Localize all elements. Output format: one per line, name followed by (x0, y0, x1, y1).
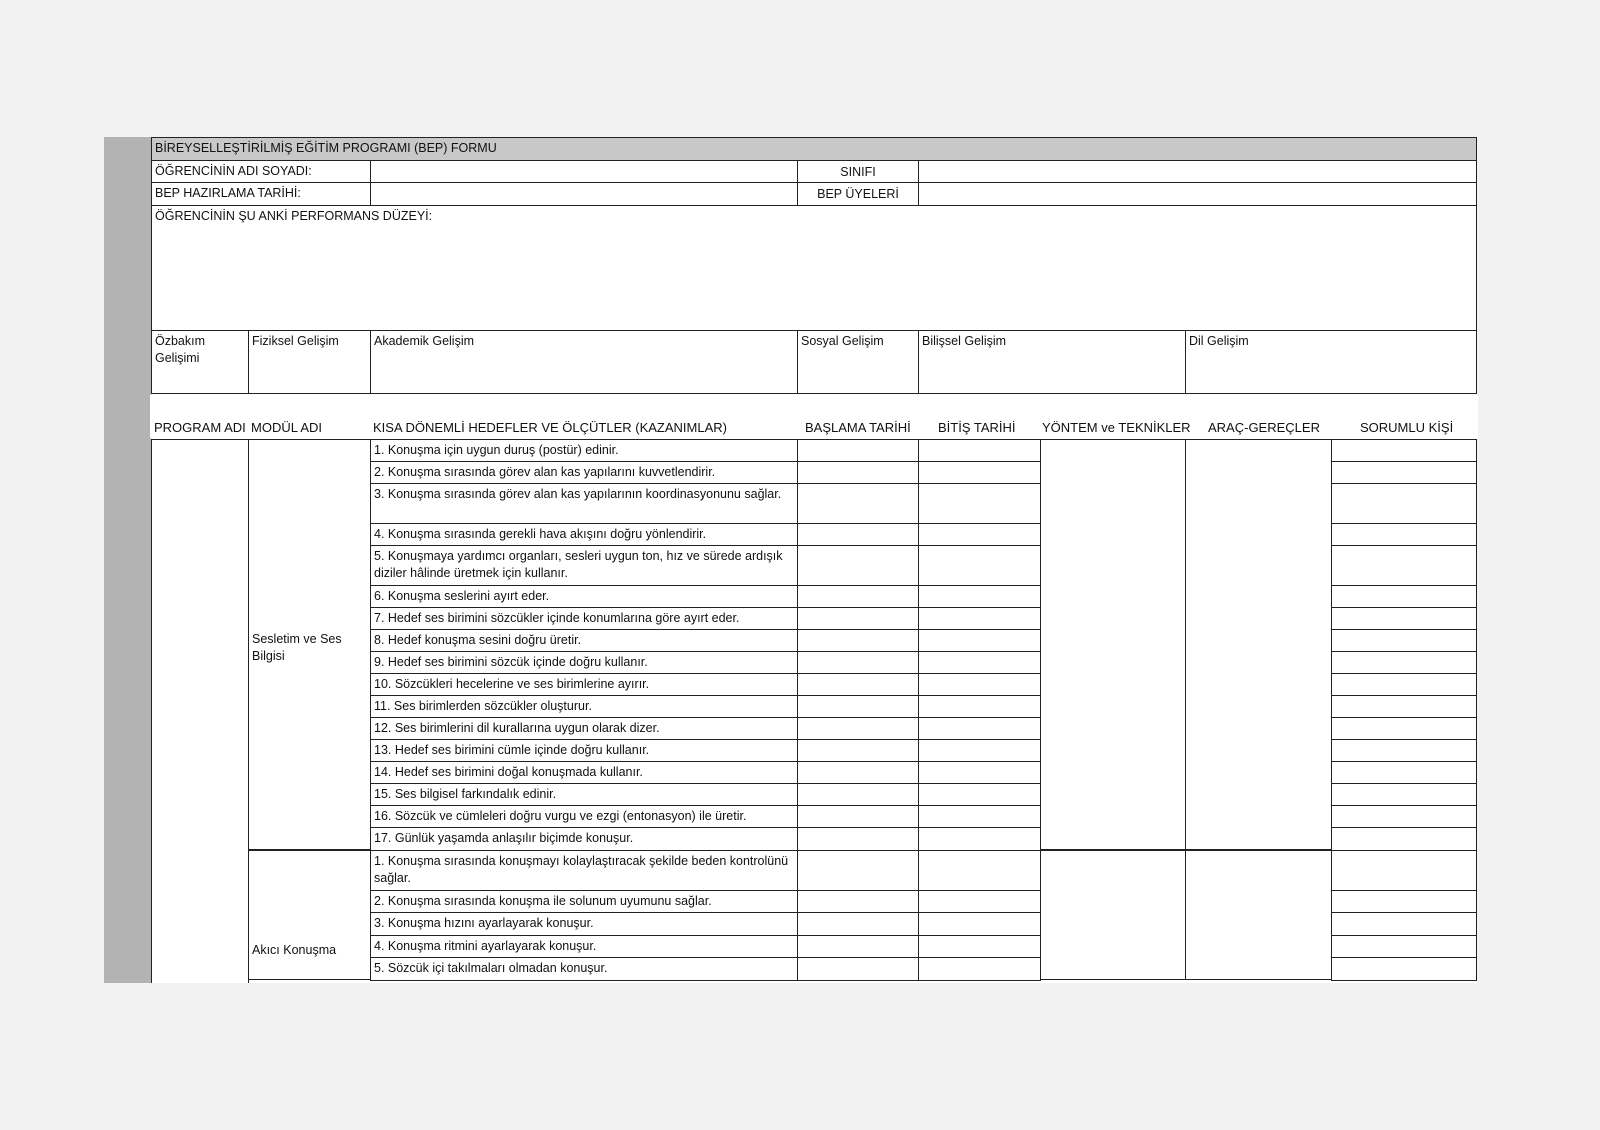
performance-level-label: ÖĞRENCİNİN ŞU ANKİ PERFORMANS DÜZEYİ: (155, 209, 433, 223)
objective-cell: 16. Sözcük ve cümleleri doğru vurgu ve ezgi (entonasyon) ile üretir. (370, 805, 798, 828)
objective-cell: 12. Ses birimlerini dil kurallarına uygun olarak dizer. (370, 717, 798, 740)
objective-cell: 1. Konuşma sırasında konuşmayı kolaylaştıracak şekilde beden kontrolünü sağlar. (370, 850, 798, 891)
responsible-cell[interactable] (1331, 783, 1477, 806)
objective-cell: 17. Günlük yaşamda anlaşılır biçimde konuşur. (370, 827, 798, 851)
end-date-cell[interactable] (918, 439, 1041, 462)
dev-self-care[interactable]: Özbakım Gelişimi (151, 330, 249, 394)
start-date-cell[interactable] (797, 673, 919, 696)
col-header-end-date: BİTİŞ TARİHİ (938, 420, 1016, 435)
class-label: SINIFI (797, 160, 919, 183)
responsible-cell[interactable] (1331, 439, 1477, 462)
objective-cell: 15. Ses bilgisel farkındalık edinir. (370, 783, 798, 806)
responsible-cell[interactable] (1331, 805, 1477, 828)
start-date-cell[interactable] (797, 827, 919, 851)
performance-level-field[interactable] (151, 205, 1477, 331)
bep-members-field[interactable] (918, 182, 1477, 206)
start-date-cell[interactable] (797, 957, 919, 981)
objective-cell: 10. Sözcükleri hecelerine ve ses birimlerine ayırır. (370, 673, 798, 696)
end-date-cell[interactable] (918, 523, 1041, 546)
start-date-cell[interactable] (797, 607, 919, 630)
responsible-cell[interactable] (1331, 483, 1477, 524)
module-name: Akıcı Konuşma (252, 943, 337, 957)
start-date-cell[interactable] (797, 761, 919, 784)
col-header-tools: ARAÇ-GEREÇLER (1208, 420, 1320, 435)
program-column-top-border (151, 439, 248, 440)
objective-cell: 4. Konuşma ritmini ayarlayarak konuşur. (370, 935, 798, 958)
program-column-left-border (151, 439, 152, 983)
responsible-cell[interactable] (1331, 607, 1477, 630)
responsible-cell[interactable] (1331, 890, 1477, 913)
col-header-module: MODÜL ADI (251, 420, 323, 435)
objective-cell: 5. Sözcük içi takılmaları olmadan konuşur. (370, 957, 798, 981)
objective-cell: 3. Konuşma sırasında görev alan kas yapılarının koordinasyonunu sağlar. (370, 483, 798, 524)
responsible-cell[interactable] (1331, 761, 1477, 784)
end-date-cell[interactable] (918, 483, 1041, 524)
methods-cell[interactable] (1040, 850, 1185, 980)
tools-cell[interactable] (1185, 439, 1331, 850)
sheet-margin-band (104, 137, 152, 983)
responsible-cell[interactable] (1331, 461, 1477, 484)
bep-date-field[interactable] (370, 182, 798, 206)
responsible-cell[interactable] (1331, 912, 1477, 936)
responsible-cell[interactable] (1331, 545, 1477, 586)
col-header-start-date: BAŞLAMA TARİHİ (805, 420, 911, 435)
tools-cell[interactable] (1185, 850, 1331, 980)
start-date-cell[interactable] (797, 890, 919, 913)
objective-cell: 2. Konuşma sırasında konuşma ile solunum uyumunu sağlar. (370, 890, 798, 913)
end-date-cell[interactable] (918, 717, 1041, 740)
bep-members-label: BEP ÜYELERİ (797, 182, 919, 206)
responsible-cell[interactable] (1331, 523, 1477, 546)
responsible-cell[interactable] (1331, 585, 1477, 608)
end-date-cell[interactable] (918, 827, 1041, 851)
start-date-cell[interactable] (797, 935, 919, 958)
start-date-cell[interactable] (797, 850, 919, 891)
objective-cell: 14. Hedef ses birimini doğal konuşmada kullanır. (370, 761, 798, 784)
objective-cell: 1. Konuşma için uygun duruş (postür) edinir. (370, 439, 798, 462)
objective-cell: 4. Konuşma sırasında gerekli hava akışını doğru yönlendirir. (370, 523, 798, 546)
form-title: BİREYSELLEŞTİRİLMİŞ EĞİTİM PROGRAMI (BEP) FORMU (151, 137, 1477, 161)
end-date-cell[interactable] (918, 935, 1041, 958)
col-header-responsible: SORUMLU KİŞİ (1360, 420, 1454, 435)
start-date-cell[interactable] (797, 805, 919, 828)
dev-social[interactable]: Sosyal Gelişim (797, 330, 919, 394)
dev-cognitive[interactable]: Bilişsel Gelişim (918, 330, 1186, 394)
start-date-cell[interactable] (797, 739, 919, 762)
start-date-cell[interactable] (797, 717, 919, 740)
end-date-cell[interactable] (918, 607, 1041, 630)
objective-cell: 5. Konuşmaya yardımcı organları, sesleri uygun ton, hız ve sürede ardışık diziler hâlinde üretmek için kullanır. (370, 545, 798, 586)
objective-cell: 11. Ses birimlerden sözcükler oluşturur. (370, 695, 798, 718)
objective-cell: 2. Konuşma sırasında görev alan kas yapılarını kuvvetlendirir. (370, 461, 798, 484)
end-date-cell[interactable] (918, 850, 1041, 891)
objective-cell: 3. Konuşma hızını ayarlayarak konuşur. (370, 912, 798, 936)
start-date-cell[interactable] (797, 695, 919, 718)
start-date-cell[interactable] (797, 461, 919, 484)
student-name-label: ÖĞRENCİNİN ADI SOYADI: (151, 160, 371, 183)
objective-cell: 13. Hedef ses birimini cümle içinde doğru kullanır. (370, 739, 798, 762)
end-date-cell[interactable] (918, 585, 1041, 608)
objective-cell: 6. Konuşma seslerini ayırt eder. (370, 585, 798, 608)
col-header-objectives: KISA DÖNEMLİ HEDEFLER VE ÖLÇÜTLER (KAZANIMLAR) (373, 420, 727, 435)
end-date-cell[interactable] (918, 695, 1041, 718)
class-field[interactable] (918, 160, 1477, 183)
end-date-cell[interactable] (918, 761, 1041, 784)
responsible-cell[interactable] (1331, 673, 1477, 696)
dev-language[interactable]: Dil Gelişim (1185, 330, 1477, 394)
methods-cell[interactable] (1040, 439, 1185, 850)
responsible-cell[interactable] (1331, 827, 1477, 851)
end-date-cell[interactable] (918, 805, 1041, 828)
end-date-cell[interactable] (918, 739, 1041, 762)
responsible-cell[interactable] (1331, 717, 1477, 740)
col-header-program: PROGRAM ADI (154, 420, 246, 435)
program-name-field[interactable] (153, 441, 246, 981)
end-date-cell[interactable] (918, 783, 1041, 806)
responsible-cell[interactable] (1331, 651, 1477, 674)
start-date-cell[interactable] (797, 912, 919, 936)
col-header-methods: YÖNTEM ve TEKNİKLER (1042, 420, 1191, 435)
student-name-field[interactable] (370, 160, 798, 183)
responsible-cell[interactable] (1331, 957, 1477, 981)
end-date-cell[interactable] (918, 890, 1041, 913)
start-date-cell[interactable] (797, 439, 919, 462)
end-date-cell[interactable] (918, 629, 1041, 652)
objective-cell: 8. Hedef konuşma sesini doğru üretir. (370, 629, 798, 652)
start-date-cell[interactable] (797, 651, 919, 674)
responsible-cell[interactable] (1331, 629, 1477, 652)
start-date-cell[interactable] (797, 629, 919, 652)
start-date-cell[interactable] (797, 545, 919, 586)
end-date-cell[interactable] (918, 461, 1041, 484)
start-date-cell[interactable] (797, 483, 919, 524)
module-name: Sesletim ve Ses Bilgisi (252, 632, 342, 663)
start-date-cell[interactable] (797, 585, 919, 608)
end-date-cell[interactable] (918, 545, 1041, 586)
responsible-cell[interactable] (1331, 695, 1477, 718)
end-date-cell[interactable] (918, 957, 1041, 981)
start-date-cell[interactable] (797, 523, 919, 546)
dev-physical[interactable]: Fiziksel Gelişim (248, 330, 371, 394)
objective-cell: 9. Hedef ses birimini sözcük içinde doğru kullanır. (370, 651, 798, 674)
end-date-cell[interactable] (918, 673, 1041, 696)
bep-date-label: BEP HAZIRLAMA TARİHİ: (151, 182, 371, 206)
objective-cell: 7. Hedef ses birimini sözcükler içinde konumlarına göre ayırt eder. (370, 607, 798, 630)
responsible-cell[interactable] (1331, 935, 1477, 958)
start-date-cell[interactable] (797, 783, 919, 806)
responsible-cell[interactable] (1331, 739, 1477, 762)
dev-academic[interactable]: Akademik Gelişim (370, 330, 798, 394)
responsible-cell[interactable] (1331, 850, 1477, 891)
end-date-cell[interactable] (918, 912, 1041, 936)
end-date-cell[interactable] (918, 651, 1041, 674)
